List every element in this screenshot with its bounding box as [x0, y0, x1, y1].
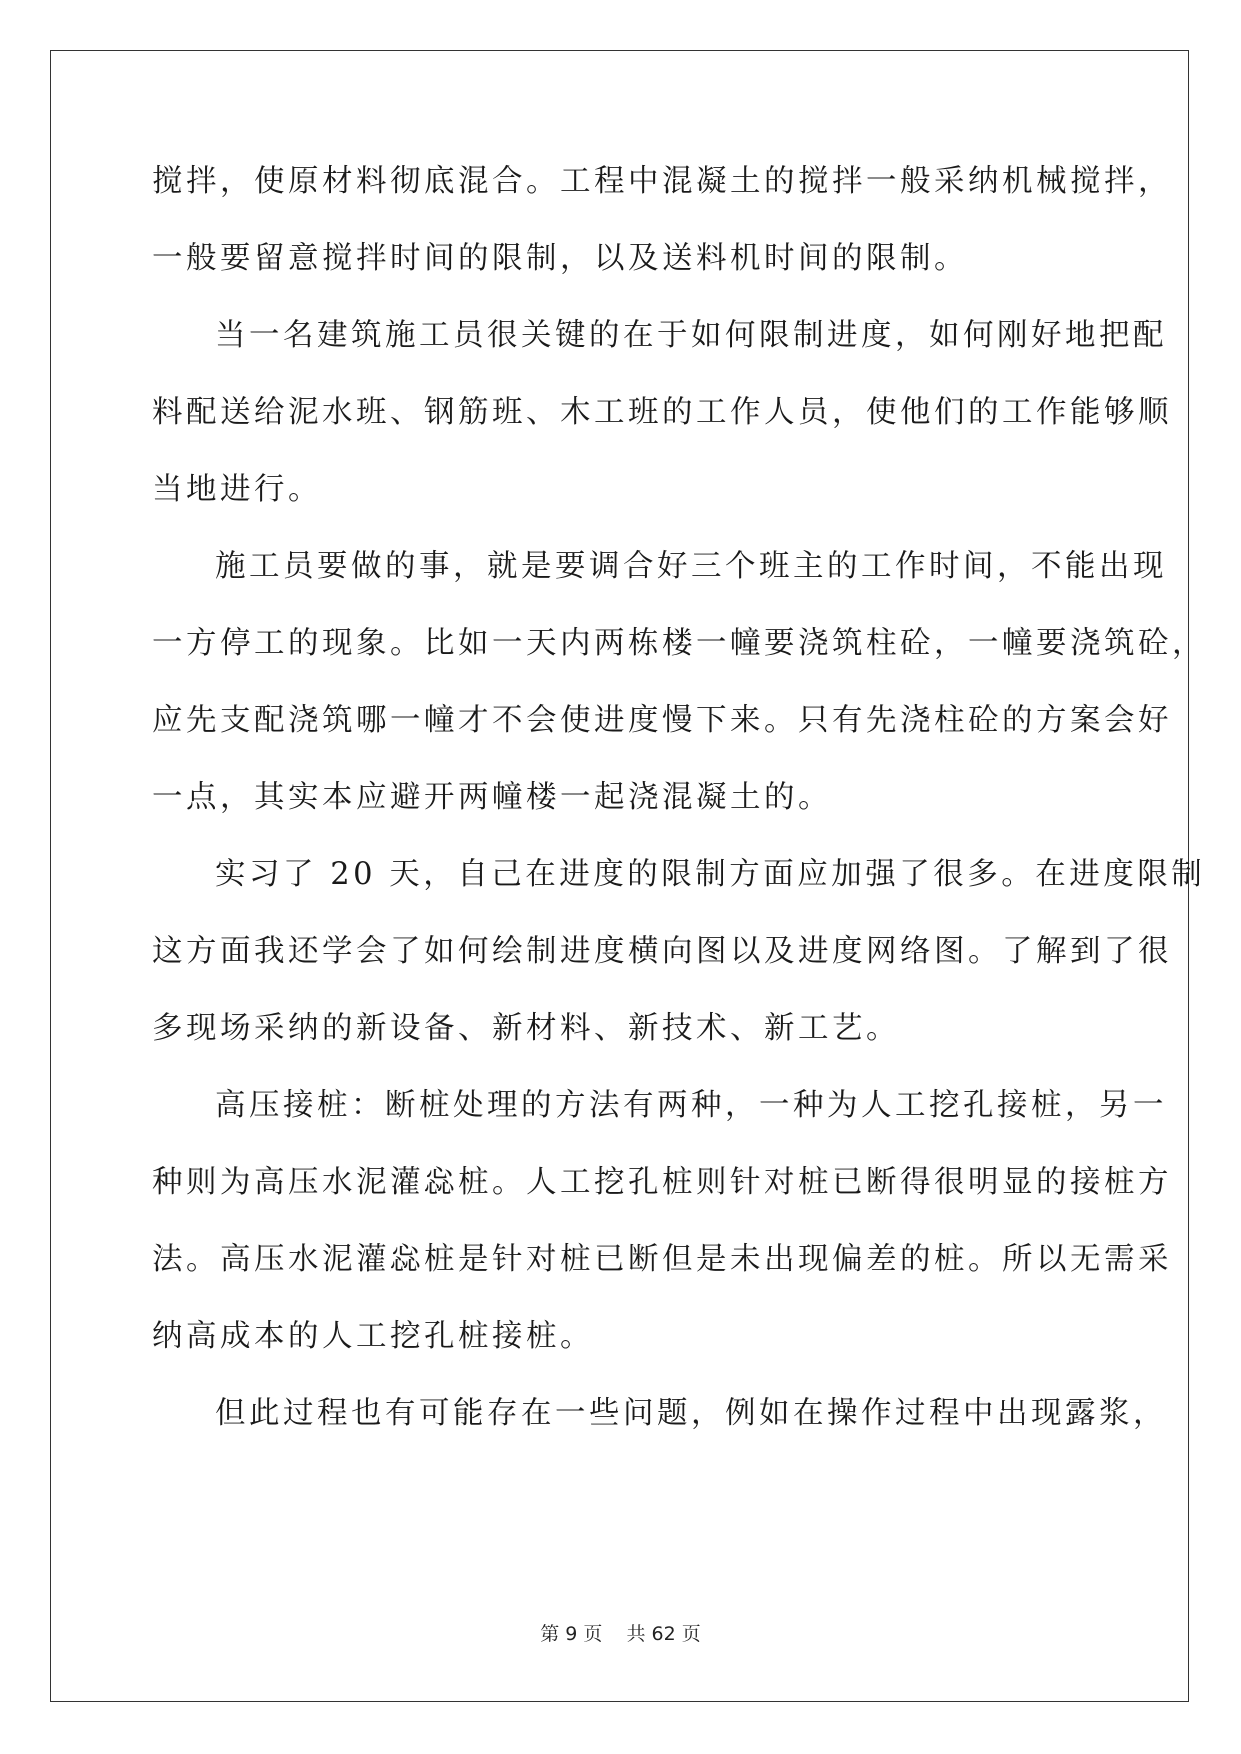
page-number: 第 9 页 [540, 1623, 603, 1645]
text-line: 一方停工的现象。比如一天内两栋楼一幢要浇筑柱砼，一幢要浇筑砼， [152, 626, 1206, 661]
text-line: 但此过程也有可能存在一些问题，例如在操作过程中出现露浆， [215, 1396, 1167, 1431]
text-line: 种则为高压水泥灌惢桩。人工挖孔桩则针对桩已断得很明显的接桩方 [152, 1165, 1172, 1200]
text-line: 一点，其实本应避开两幢楼一起浇混凝土的。 [152, 780, 832, 815]
text-line: 法。高压水泥灌惢桩是针对桩已断但是未出现偏差的桩。所以无需采 [152, 1242, 1172, 1277]
text-line: 纳高成本的人工挖孔桩接桩。 [152, 1319, 594, 1354]
text-line: 当一名建筑施工员很关键的在于如何限制进度，如何刚好地把配 [215, 318, 1167, 353]
text-line: 这方面我还学会了如何绘制进度横向图以及进度网络图。了解到了很 [152, 934, 1172, 969]
text-line: 当地进行。 [152, 472, 322, 507]
page-total: 共 62 页 [626, 1623, 701, 1645]
text-line: 高压接桩：断桩处理的方法有两种，一种为人工挖孔接桩，另一 [215, 1088, 1167, 1123]
text-line: 施工员要做的事，就是要调合好三个班主的工作时间，不能出现 [215, 549, 1167, 584]
text-line: 应先支配浇筑哪一幢才不会使进度慢下来。只有先浇柱砼的方案会好 [152, 703, 1172, 738]
text-line: 一般要留意搅拌时间的限制，以及送料机时间的限制。 [152, 241, 968, 276]
text-line: 搅拌，使原材料彻底混合。工程中混凝土的搅拌一般采纳机械搅拌， [152, 164, 1172, 199]
text-line: 实习了 20 天，自己在进度的限制方面应加强了很多。在进度限制 [215, 857, 1206, 892]
text-line: 料配送给泥水班、钢筋班、木工班的工作人员，使他们的工作能够顺 [152, 395, 1172, 430]
page-footer [0, 1622, 1241, 1646]
text-line: 多现场采纳的新设备、新材料、新技术、新工艺。 [152, 1011, 900, 1046]
